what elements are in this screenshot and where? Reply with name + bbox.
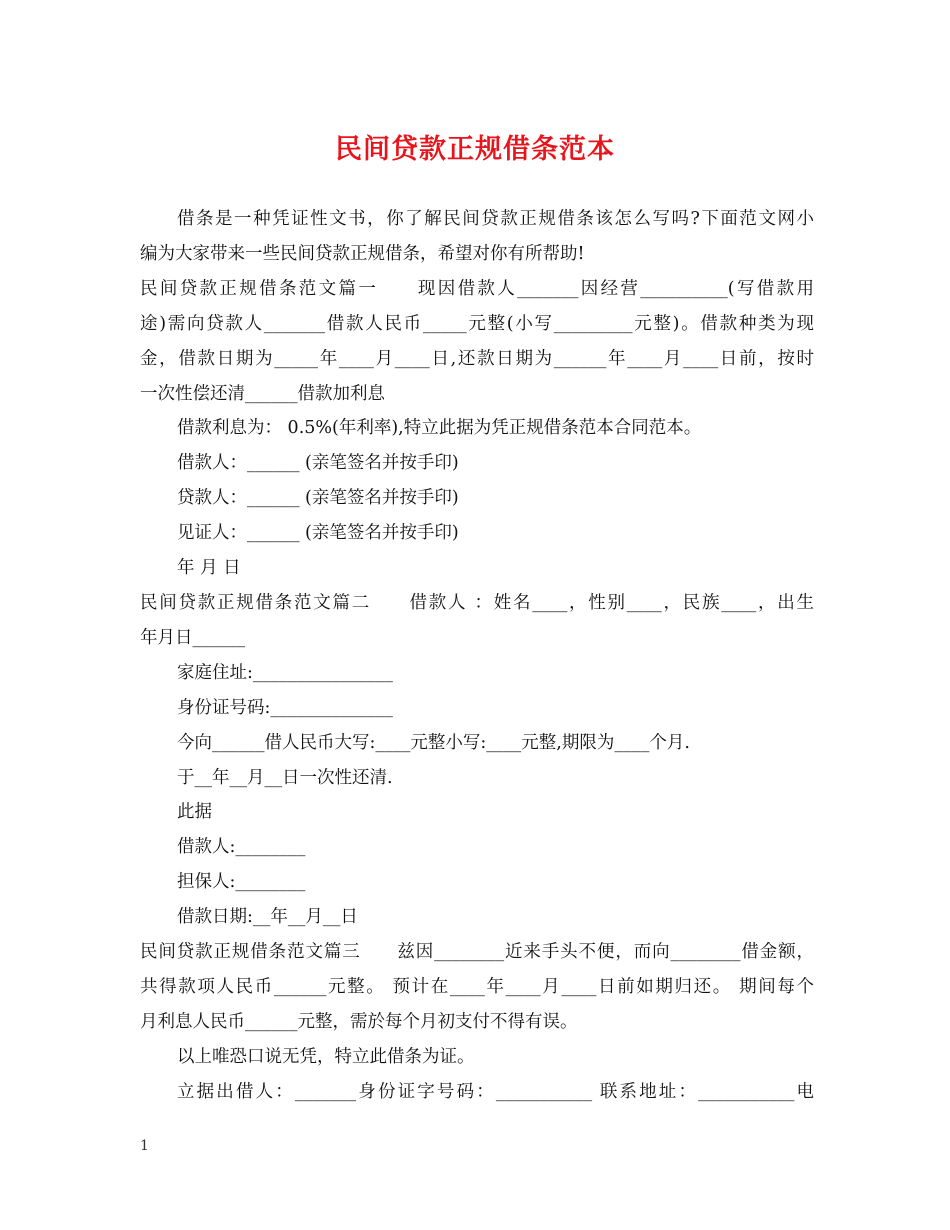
page-number: 1: [140, 1138, 149, 1154]
sample-three-line-1: 民间贷款正规借条范文篇三 兹因________近来手头不便，而向________借金额，: [140, 942, 814, 963]
intro-line-1: 借条是一种凭证性文书，你了解民间贷款正规借条该怎么写吗?下面范文网小: [177, 209, 814, 229]
sample-one-line-3: 金，借款日期为_____年____月____日,还款日期为______年____月____日前，按时: [140, 348, 814, 369]
sample-two-line-2: 年月日______: [140, 627, 245, 648]
hereby-line: 此据: [177, 802, 212, 823]
lender-signature-line: 贷款人：______ (亲笔签名并按手印): [177, 488, 459, 509]
date-line: 年 月 日: [177, 558, 241, 579]
proof-line: 以上唯恐口说无凭，特立此借条为证。: [177, 1046, 475, 1067]
sample-one-line-2: 途)需向贷款人_______借款人民币_____元整(小写_________元整)。借款种类为现: [140, 313, 814, 334]
loan-amount-line: 今向______借人民币大写:____元整小写:____元整,期限为____个月.: [177, 732, 690, 753]
intro-line-2: 编为大家带来一些民间贷款正规借条，希望对你有所帮助!: [140, 243, 585, 264]
repayment-date-line: 于__年__月__日一次性还清.: [177, 767, 393, 788]
lender-info-line: 立据出借人：_______身份证字号码：___________ 联系地址：___________电: [177, 1081, 814, 1102]
loan-date-line: 借款日期:__年__月__日: [177, 907, 358, 928]
borrower-line: 借款人:________: [177, 837, 306, 858]
document-title: 民间贷款正规借条范本: [335, 134, 615, 165]
document-body: [140, 202, 814, 1110]
sample-two-line-1: 民间贷款正规借条范文篇二 借款人 ：姓名____，性别____，民族____，出生: [140, 592, 814, 613]
sample-one-line-1: 民间贷款正规借条范文篇一 现因借款人_______因经营__________(写借款用: [140, 278, 814, 299]
sample-three-line-2: 共得款项人民币______元整。 预计在____年____月____日前如期归还。 期间每个: [140, 976, 814, 997]
sample-three-line-3: 月利息人民币______元整，需於每个月初支付不得有误。: [140, 1011, 578, 1032]
sample-one-line-4: 一次性偿还清______借款加利息: [140, 383, 385, 404]
interest-line: 借款利息为： 0.5%(年利率),特立此据为凭正规借条范本合同范本。: [177, 418, 702, 439]
witness-signature-line: 见证人：______ (亲笔签名并按手印): [177, 523, 459, 544]
id-number-line: 身份证号码:______________: [177, 697, 393, 718]
guarantor-line: 担保人:________: [177, 872, 306, 893]
borrower-signature-line: 借款人：______ (亲笔签名并按手印): [177, 453, 459, 474]
home-address-line: 家庭住址:________________: [177, 662, 393, 683]
